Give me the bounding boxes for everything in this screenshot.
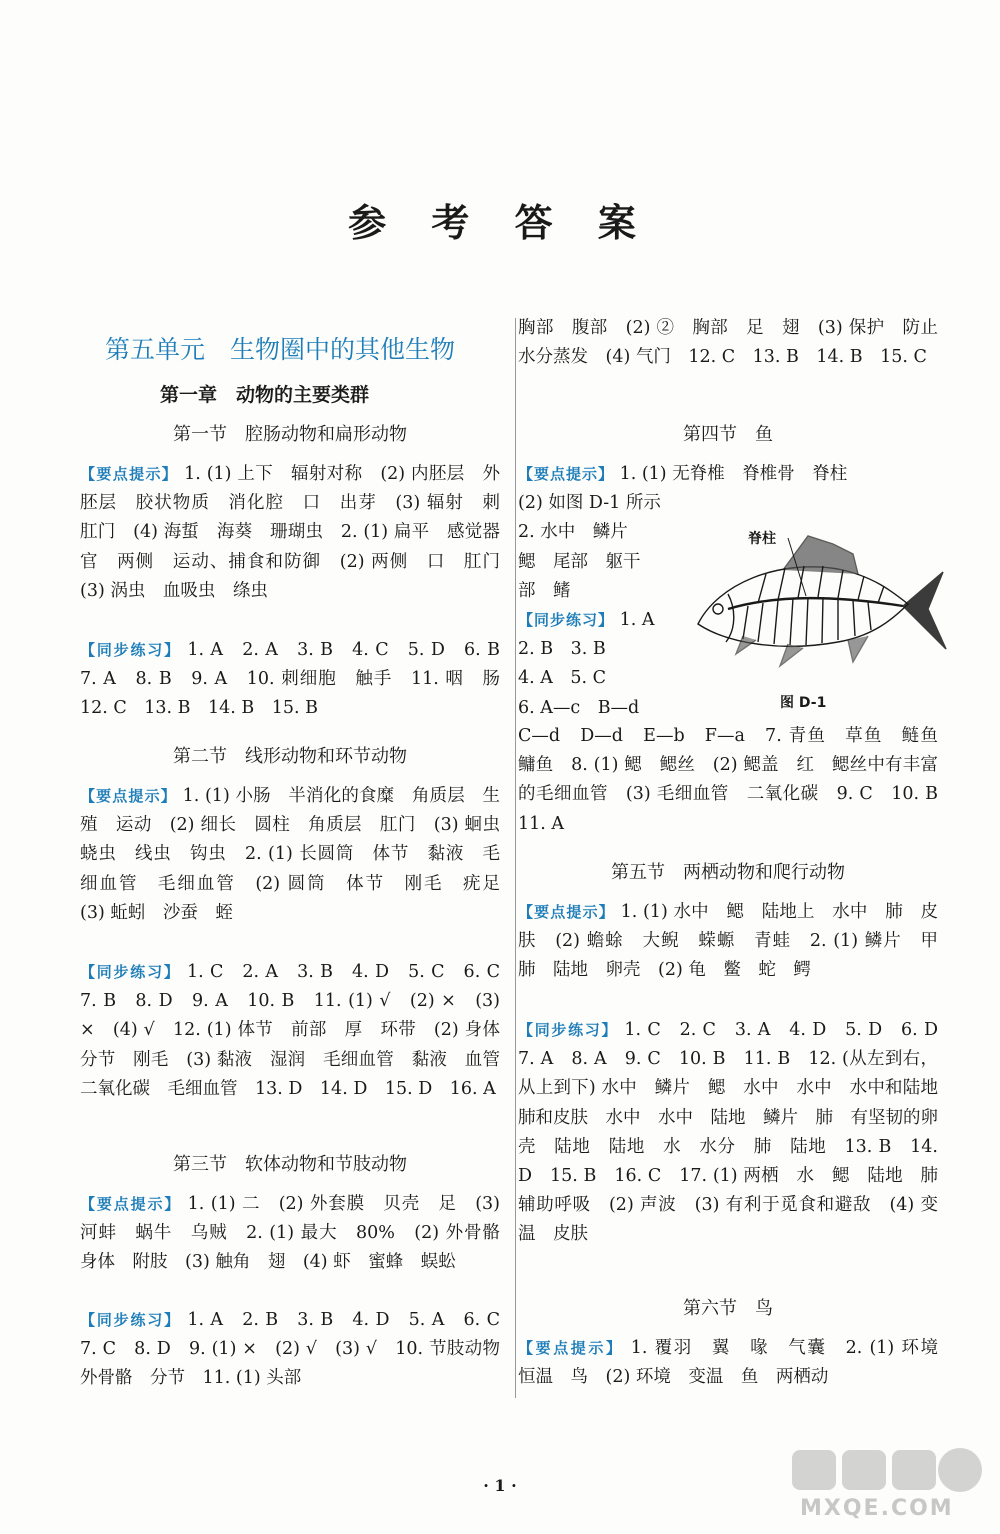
section-4-exercises-line-4: 6. A—c B—d: [518, 697, 640, 718]
key-points-tag: 【要点提示】: [80, 465, 179, 483]
figure-label-spine: 脊柱: [748, 531, 776, 547]
key-points-tag: 【要点提示】: [518, 465, 615, 483]
fish-skeleton-figure: [688, 524, 948, 714]
exercises-tag: 【同步练习】: [518, 1021, 619, 1039]
exercises-text: 1. A 2. B 3. B 4. D 5. A 6. C 7. C 8. D 9. (1) × (2) √ (3) √ 10. 节肢动物 外骨骼 分节 11. (1) 头部: [80, 1310, 518, 1389]
section-4-key-points-line-2: (2) 如图 D-1 所示: [518, 493, 661, 514]
section-3-key-points: [80, 1190, 518, 1278]
section-4-key-points-line-1: [518, 460, 938, 489]
page-number: · 1 ·: [483, 1476, 517, 1495]
section-1-key-points: [80, 460, 518, 606]
section-4-key-points-line-3: 2. 水中 鳞片: [518, 522, 628, 543]
key-points-tag: 【要点提示】: [518, 1339, 624, 1357]
key-points-text: 1. (1) 二 (2) 外套膜 贝壳 足 (3) 河蚌 蜗牛 乌贼 2. (1) 最大 80% (2) 外骨骼 身体 附肢 (3) 触角 翅 (4) 虾 蜜蜂 蜈蚣: [80, 1194, 518, 1273]
chapter-title: 第一章 动物的主要类群: [160, 384, 370, 406]
section-4-exercises-line-3: 4. A 5. C: [518, 668, 607, 689]
section-title-2: 第二节 线形动物和环节动物: [173, 746, 407, 767]
exercises-text: 1. C 2. C 3. A 4. D 5. D 6. D 7. A 8. A 9. C 10. B 11. B 12. (从左到右，从上到下) 水中 鳞片 鳃 水中 水中 水中和陆地 肺和皮肤 水中 水中 陆地 鳞片 肺 有坚韧的卵壳 陆地 陆地 水 水分 肺 陆地 13. B 14. D 15. B 16. C 17. (1) 两栖 水 鳃 陆地 肺 辅助呼吸 (2) 声波 (3) 有利于觅食和避敌 (4) 变温 皮肤: [518, 1020, 956, 1245]
section-1-exercises: [80, 636, 518, 724]
unit-title: 第五单元 生物圈中的其他生物: [105, 335, 456, 364]
key-points-text: 1. (1) 上下 辐射对称 (2) 内胚层 外胚层 胶状物质 消化腔 口 出芽 (3) 辐射 刺 肛门 (4) 海蜇 海葵 珊瑚虫 2. (1) 扁平 感觉器官 两侧 运动、捕食和防御 (2) 两侧 口 肛门 (3) 涡虫 血吸虫 绦虫: [80, 464, 518, 601]
key-points-tag: 【要点提示】: [80, 787, 177, 805]
section-title-6: 第六节 鸟: [683, 1298, 773, 1319]
key-points-tag: 【要点提示】: [80, 1195, 182, 1213]
watermark-text: MXQE.COM: [800, 1496, 954, 1521]
section-4-exercises-line-2: 2. B 3. B: [518, 639, 606, 660]
exercises-text: 1. A: [614, 610, 655, 631]
section-6-key-points: [518, 1334, 956, 1392]
exercises-tag: 【同步练习】: [80, 1311, 181, 1329]
fish-skeleton-illustration: [688, 524, 948, 684]
section-2-key-points: [80, 782, 518, 928]
section-title-3: 第三节 软体动物和节肢动物: [173, 1154, 407, 1175]
page-title: 参 考 答 案: [348, 200, 652, 245]
column-divider: [515, 318, 516, 1398]
exercises-text: 1. C 2. A 3. B 4. D 5. C 6. C 7. B 8. D 9. A 10. B 11. (1) √ (2) × (3) × (4) √ 12. (1) 体节 前部 厚 环带 (2) 身体分节 刚毛 (3) 黏液 湿润 毛细血管 黏液 血管 二氧化碳 毛细血管 13. D 14. D 15. D 16. A: [80, 962, 518, 1099]
section-5-key-points: [518, 898, 956, 986]
key-points-text: 1. 覆羽 翼 喙 气囊 2. (1) 环境 恒温 鸟 (2) 环境 变温 鱼 两栖动: [518, 1338, 956, 1388]
exercises-tag: 【同步练习】: [80, 641, 181, 659]
section-2-exercises: [80, 958, 518, 1104]
exercises-tag: 【同步练习】: [518, 611, 615, 630]
continued-answers: 胸部 腹部 (2) ② 胸部 足 翅 (3) 保护 防止水分蒸发 (4) 气门 12. C 13. B 14. B 15. C: [518, 318, 938, 368]
section-4-key-points-line-4: 鳃 尾部 躯干: [518, 551, 641, 572]
section-3-exercises: [80, 1306, 518, 1394]
section-title-4: 第四节 鱼: [683, 424, 773, 445]
section-4-key-points-line-5: 部 鳍: [518, 580, 571, 601]
section-title-5: 第五节 两栖动物和爬行动物: [611, 862, 845, 883]
figure-caption: 图 D-1: [780, 695, 827, 711]
key-points-text: 1. (1) 小肠 半消化的食糜 角质层 生殖 运动 (2) 细长 圆柱 角质层 肛门 (3) 蛔虫 蛲虫 线虫 钩虫 2. (1) 长圆筒 体节 黏液 毛细血管 毛细血管 (2) 圆筒 体节 刚毛 疣足 (3) 蚯蚓 沙蚕 蛭: [80, 786, 518, 923]
section-4-exercises-rest: C—d D—d E—b F—a 7. 青鱼 草鱼 鲢鱼 鳙鱼 8. (1) 鳃 鳃丝 (2) 鳃盖 红 鳃丝中有丰富的毛细血管 (3) 毛细血管 二氧化碳 9. C 10. B 11. A: [518, 726, 956, 834]
key-points-text: 1. (1) 无脊椎 脊椎骨 脊柱: [614, 464, 848, 484]
section-5-exercises: [518, 1016, 956, 1250]
exercises-tag: 【同步练习】: [80, 963, 181, 981]
key-points-text: 1. (1) 水中 鳃 陆地上 水中 肺 皮肤 (2) 蟾蜍 大鲵 蝾螈 青蛙 2. (1) 鳞片 甲 肺 陆地 卵壳 (2) 龟 鳖 蛇 鳄: [518, 902, 956, 981]
key-points-tag: 【要点提示】: [518, 903, 615, 921]
section-title-1: 第一节 腔肠动物和扁形动物: [173, 424, 407, 445]
watermark-logo: [788, 1446, 988, 1526]
exercises-text: 1. A 2. A 3. B 4. C 5. D 6. B 7. A 8. B 9. A 10. 刺细胞 触手 11. 咽 肠 12. C 13. B 14. B 15. B: [80, 640, 518, 719]
